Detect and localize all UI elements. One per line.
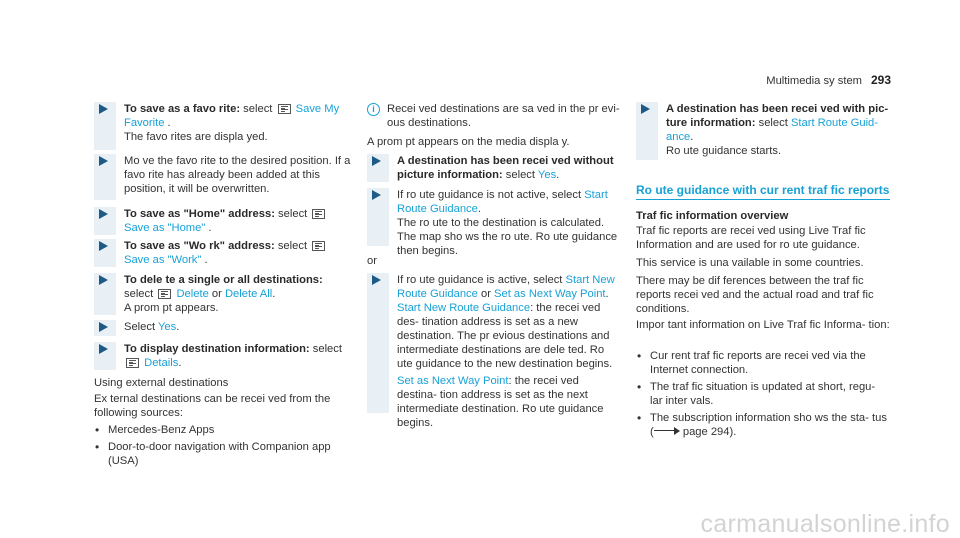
- running-header: [766, 74, 862, 88]
- start-new-route-guidance-link[interactable]: Start New Route Guidance: [397, 302, 531, 314]
- menu-icon: [158, 289, 171, 299]
- step-arrow-icon: [99, 156, 108, 166]
- step-with-picture: A destination has been recei ved with pic‐ ture information: select Start Route Guid‐ ance. Ro ute guidance starts.: [636, 102, 890, 160]
- menu-icon: [312, 241, 325, 251]
- paragraph: Impor tant information on Live Traf fic Informa‐ tion:: [636, 319, 890, 331]
- paragraph: This service is una vailable in some countries.: [636, 257, 864, 269]
- list-item: • Cur rent traf fic reports are recei ved via the Internet connection.: [636, 349, 890, 377]
- start-route-guidance-link[interactable]: Start Route Guidance: [397, 189, 608, 215]
- step-arrow-icon: [99, 344, 108, 354]
- yes-link[interactable]: Yes: [158, 321, 177, 333]
- menu-icon: [278, 104, 291, 114]
- section-title: Ro ute guidance with cur rent traf fic reports: [636, 183, 890, 197]
- save-my-favorite-link[interactable]: Save My Favorite: [124, 103, 340, 129]
- step-save-favorite: To save as a favo rite: select Save My Favorite . The favo rites are displa yed.: [94, 102, 356, 150]
- step-arrow-icon: [99, 241, 108, 251]
- or-text: or: [367, 255, 377, 267]
- menu-icon: [312, 209, 325, 219]
- menu-icon: [126, 358, 139, 368]
- step-arrow-icon: [99, 322, 108, 332]
- prompt-text: A prom pt appears on the media displa y.: [367, 136, 570, 148]
- section-name: Multimedia sy stem: [766, 75, 862, 87]
- set-as-next-way-point-link[interactable]: Set as Next Way Point: [494, 288, 606, 300]
- step-guidance-active: If ro ute guidance is active, select Start New Route Guidance or Set as Next Way Point. Start New Route Guidance: the recei ved des‐ tination address is set as a new destination. The pr evious destinations and intermediate destinations are dele ted. Ro ute guidance to the new destination begins. Set as Next Way Point: the recei ved destina‐ tion address is set as the next intermediate destination. Ro ute guidance begins.: [367, 273, 621, 413]
- save-as-work-link[interactable]: Save as "Work": [124, 254, 202, 266]
- step-title: To save as a favo rite:: [124, 103, 241, 115]
- step-details: To display destination information: select Details.: [94, 342, 356, 370]
- list-item: • The traf fic situation is updated at short, regu‐ lar inter vals.: [636, 380, 890, 408]
- step-save-home: To save as "Home" address: select Save as "Home" .: [94, 207, 356, 235]
- delete-link[interactable]: Delete: [176, 288, 209, 300]
- step-arrow-icon: [372, 190, 381, 200]
- set-as-next-way-point-link[interactable]: Set as Next Way Point: [397, 375, 509, 387]
- external-sources-list: [94, 423, 356, 471]
- step-arrow-icon: [99, 275, 108, 285]
- step-no-picture: A destination has been recei ved without picture information: select Yes.: [367, 154, 621, 182]
- step-save-work: To save as "Wo rk" address: select Save as "Work" .: [94, 239, 356, 267]
- step-arrow-icon: [372, 156, 381, 166]
- step-start-guidance: If ro ute guidance is not active, select Start Route Guidance. The ro ute to the destination is calculated. The map sho ws the ro ute. Ro ute guidance then begins.: [367, 188, 621, 246]
- start-route-guidance-link[interactable]: Start Route Guid‐ ance: [666, 117, 879, 143]
- list-item: • Mercedes-Benz Apps: [94, 423, 356, 437]
- yes-link[interactable]: Yes: [537, 169, 557, 181]
- info-note: i Recei ved destinations are sa ved in the pr evi‐ ous destinations.: [367, 102, 621, 116]
- step-arrow-icon: [99, 209, 108, 219]
- page-reference-link[interactable]: page 294: [682, 426, 730, 438]
- external-body: Ex ternal destinations can be recei ved from the following sources:: [94, 393, 331, 419]
- list-item: • Door-to-door navigation with Companion app (USA): [94, 440, 356, 468]
- start-new-route-guidance-link[interactable]: Start New Route Guidance: [397, 274, 615, 300]
- traffic-info-list: [636, 349, 890, 442]
- save-as-home-link[interactable]: Save as "Home": [124, 222, 206, 234]
- page-number: 293: [870, 73, 891, 87]
- step-select-yes: Select Yes.: [94, 320, 356, 336]
- info-icon: i: [367, 103, 380, 116]
- step-delete: To dele te a single or all destinations: select Delete or Delete All. A prom pt appears.: [94, 273, 356, 315]
- step-arrow-icon: [99, 104, 108, 114]
- paragraph: Traf fic reports are recei ved using Live Traf fic Information and are used for ro ute guidance.: [636, 225, 866, 251]
- step-arrow-icon: [372, 275, 381, 285]
- paragraph: There may be dif ferences between the traf fic reports recei ved and the actual road and traf fic conditions.: [636, 275, 874, 315]
- delete-all-link[interactable]: Delete All: [224, 288, 273, 300]
- sub-heading: Traf fic information overview: [636, 210, 789, 222]
- section-rule: [636, 199, 890, 200]
- step-arrow-icon: [641, 104, 650, 114]
- list-item: • The subscription information sho ws the sta‐ tus ( page 294).: [636, 411, 890, 439]
- external-heading: Using external destinations: [94, 377, 229, 389]
- page-reference-arrow-icon: [654, 428, 680, 434]
- details-link[interactable]: Details: [144, 357, 179, 369]
- watermark: carmanualsonline.info: [700, 510, 950, 538]
- step-move-favorite: Mo ve the favo rite to the desired position. If a favo rite has already been added at this position, it will be overwritten.: [94, 154, 356, 200]
